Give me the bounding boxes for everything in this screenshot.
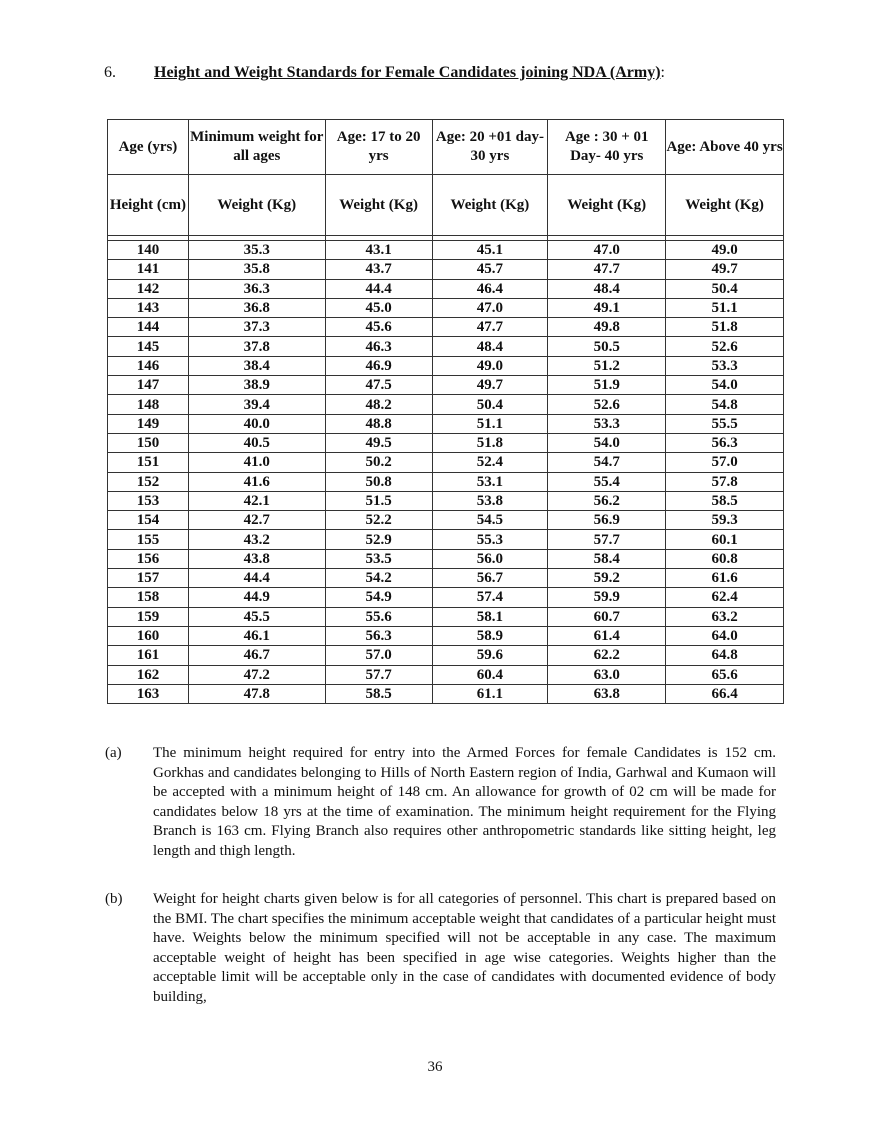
height-cell: 158 [108,588,189,607]
header-cell: Age: 17 to 20 yrs [325,120,432,175]
weight-cell: 46.9 [325,356,432,375]
weight-cell: 47.5 [325,376,432,395]
weight-cell: 46.1 [188,626,325,645]
weight-cell: 57.0 [325,646,432,665]
weight-cell: 60.7 [548,607,666,626]
weight-cell: 43.8 [188,549,325,568]
height-cell: 153 [108,491,189,510]
weight-cell: 42.1 [188,491,325,510]
weight-cell: 63.8 [548,684,666,703]
weight-cell: 50.4 [666,279,784,298]
header-cell: Weight (Kg) [432,175,548,236]
height-cell: 146 [108,356,189,375]
weight-cell: 44.4 [325,279,432,298]
table-row [108,684,784,703]
weight-cell: 45.0 [325,298,432,317]
weight-cell: 43.7 [325,260,432,279]
header-cell: Age: Above 40 yrs [666,120,784,175]
weight-cell: 50.4 [432,395,548,414]
weight-cell: 64.8 [666,646,784,665]
header-cell: Weight (Kg) [325,175,432,236]
header-row-age [108,120,784,175]
table-row [108,491,784,510]
weight-cell: 61.4 [548,626,666,645]
weight-cell: 55.6 [325,607,432,626]
weight-cell: 49.0 [432,356,548,375]
height-cell: 144 [108,318,189,337]
table-row [108,607,784,626]
weight-cell: 51.1 [666,298,784,317]
weight-cell: 60.1 [666,530,784,549]
weight-cell: 42.7 [188,511,325,530]
weight-cell: 52.9 [325,530,432,549]
weight-cell: 49.7 [432,376,548,395]
table-row [108,241,784,260]
header-row-units [108,175,784,236]
header-cell: Weight (Kg) [188,175,325,236]
weight-cell: 41.6 [188,472,325,491]
paragraph-label: (a) [105,745,122,761]
height-cell: 155 [108,530,189,549]
weight-cell: 56.0 [432,549,548,568]
weight-cell: 45.6 [325,318,432,337]
table-row [108,549,784,568]
weight-cell: 45.1 [432,241,548,260]
weight-cell: 55.5 [666,414,784,433]
table-row [108,356,784,375]
table-row [108,646,784,665]
weight-cell: 54.8 [666,395,784,414]
header-cell: Minimum weight for all ages [188,120,325,175]
weight-cell: 36.8 [188,298,325,317]
weight-cell: 61.1 [432,684,548,703]
weight-cell: 40.5 [188,433,325,452]
header-cell: Height (cm) [108,175,189,236]
height-cell: 163 [108,684,189,703]
weight-cell: 57.0 [666,453,784,472]
height-cell: 151 [108,453,189,472]
height-cell: 148 [108,395,189,414]
table-row [108,588,784,607]
weight-cell: 50.8 [325,472,432,491]
weight-cell: 56.9 [548,511,666,530]
weight-cell: 52.6 [548,395,666,414]
table-row [108,472,784,491]
weight-cell: 58.5 [325,684,432,703]
weight-cell: 53.1 [432,472,548,491]
weight-cell: 51.2 [548,356,666,375]
table-row [108,511,784,530]
weight-cell: 53.5 [325,549,432,568]
header-cell: Age : 30 + 01 Day- 40 yrs [548,120,666,175]
weight-cell: 39.4 [188,395,325,414]
section-number: 6. [104,64,116,81]
weight-cell: 54.0 [666,376,784,395]
weight-cell: 63.2 [666,607,784,626]
weight-cell: 60.4 [432,665,548,684]
paragraph-label: (b) [105,891,123,907]
section-heading [104,64,665,82]
weight-cell: 44.4 [188,569,325,588]
table-row [108,260,784,279]
weight-cell: 58.9 [432,626,548,645]
weight-cell: 58.4 [548,549,666,568]
weight-cell: 60.8 [666,549,784,568]
weight-cell: 47.0 [432,298,548,317]
table-row [108,298,784,317]
weight-cell: 44.9 [188,588,325,607]
height-cell: 142 [108,279,189,298]
paragraph-text: Weight for height charts given below is for all categories of personnel. This chart is prepared based on the BMI. The chart specifies the minimum acceptable weight that candidates of a particular height must have. Weights below the minimum specified will not be acceptable in any case. The maximum acceptable weight of height has been specified in age wise categories. Weights higher than the acceptable limit will be acceptable only in the case of candidates with documented evidence of body building, [153,891,776,1005]
table-row [108,395,784,414]
weight-cell: 45.7 [432,260,548,279]
weight-cell: 43.1 [325,241,432,260]
section-title-suffix: : [660,64,665,81]
height-cell: 157 [108,569,189,588]
weight-cell: 56.2 [548,491,666,510]
height-cell: 147 [108,376,189,395]
weight-cell: 51.1 [432,414,548,433]
height-cell: 145 [108,337,189,356]
weight-cell: 46.7 [188,646,325,665]
weight-cell: 64.0 [666,626,784,645]
weight-cell: 49.7 [666,260,784,279]
weight-cell: 38.9 [188,376,325,395]
weight-cell: 61.6 [666,569,784,588]
height-cell: 160 [108,626,189,645]
table-row [108,453,784,472]
header-cell: Weight (Kg) [548,175,666,236]
weight-cell: 37.8 [188,337,325,356]
weight-cell: 62.4 [666,588,784,607]
weight-cell: 35.8 [188,260,325,279]
height-cell: 141 [108,260,189,279]
weight-cell: 45.5 [188,607,325,626]
weight-cell: 56.3 [325,626,432,645]
weight-cell: 50.2 [325,453,432,472]
table-row [108,318,784,337]
weight-cell: 54.9 [325,588,432,607]
weight-cell: 58.5 [666,491,784,510]
weight-cell: 57.8 [666,472,784,491]
weight-cell: 47.7 [432,318,548,337]
weight-cell: 46.4 [432,279,548,298]
weight-cell: 52.4 [432,453,548,472]
height-cell: 156 [108,549,189,568]
weight-cell: 66.4 [666,684,784,703]
table-row [108,376,784,395]
height-weight-table [107,119,784,704]
weight-cell: 52.2 [325,511,432,530]
header-cell: Age: 20 +01 day-30 yrs [432,120,548,175]
paragraph-text: The minimum height required for entry into the Armed Forces for female Candidates is 152 cm. Gorkhas and candidates belonging to Hills of North Eastern region of India, Garhwal and Kumaon will be accepted with a minimum height of 148 cm. An allowance for growth of 02 cm will be made for candidates below 18 yrs at the time of examination. The minimum height requirement for the Flying Branch is 163 cm. Flying Branch also requires other anthropometric standards like sitting height, leg length and thigh length. [153,745,776,859]
weight-cell: 38.4 [188,356,325,375]
weight-cell: 51.9 [548,376,666,395]
table-row [108,530,784,549]
weight-cell: 48.4 [548,279,666,298]
weight-cell: 48.4 [432,337,548,356]
height-cell: 140 [108,241,189,260]
weight-cell: 65.6 [666,665,784,684]
weight-cell: 50.5 [548,337,666,356]
height-cell: 150 [108,433,189,452]
weight-cell: 43.2 [188,530,325,549]
table-row [108,337,784,356]
weight-cell: 57.7 [548,530,666,549]
table-row [108,433,784,452]
weight-cell: 53.8 [432,491,548,510]
table-body [108,241,784,704]
weight-cell: 47.7 [548,260,666,279]
table-row [108,626,784,645]
weight-cell: 49.0 [666,241,784,260]
weight-cell: 37.3 [188,318,325,337]
weight-cell: 59.3 [666,511,784,530]
weight-cell: 55.4 [548,472,666,491]
weight-cell: 49.1 [548,298,666,317]
table-row [108,414,784,433]
height-cell: 161 [108,646,189,665]
weight-cell: 57.4 [432,588,548,607]
weight-cell: 57.7 [325,665,432,684]
weight-cell: 56.7 [432,569,548,588]
weight-cell: 52.6 [666,337,784,356]
weight-cell: 53.3 [548,414,666,433]
weight-cell: 59.2 [548,569,666,588]
weight-cell: 59.9 [548,588,666,607]
height-cell: 143 [108,298,189,317]
height-cell: 162 [108,665,189,684]
weight-cell: 41.0 [188,453,325,472]
weight-cell: 62.2 [548,646,666,665]
weight-cell: 46.3 [325,337,432,356]
weight-cell: 48.2 [325,395,432,414]
section-title: Height and Weight Standards for Female Candidates joining NDA (Army) [154,64,661,81]
weight-cell: 51.8 [432,433,548,452]
weight-cell: 47.0 [548,241,666,260]
height-cell: 159 [108,607,189,626]
weight-cell: 51.8 [666,318,784,337]
weight-cell: 54.5 [432,511,548,530]
weight-cell: 63.0 [548,665,666,684]
weight-cell: 35.3 [188,241,325,260]
page-number: 36 [427,1059,443,1075]
weight-cell: 54.2 [325,569,432,588]
header-cell: Age (yrs) [108,120,189,175]
table-row [108,279,784,298]
weight-cell: 36.3 [188,279,325,298]
weight-cell: 53.3 [666,356,784,375]
height-cell: 152 [108,472,189,491]
header-cell: Weight (Kg) [666,175,784,236]
weight-cell: 54.7 [548,453,666,472]
weight-cell: 49.8 [548,318,666,337]
table-row [108,569,784,588]
weight-cell: 58.1 [432,607,548,626]
height-cell: 149 [108,414,189,433]
weight-cell: 55.3 [432,530,548,549]
weight-cell: 47.8 [188,684,325,703]
weight-cell: 56.3 [666,433,784,452]
weight-cell: 49.5 [325,433,432,452]
weight-cell: 51.5 [325,491,432,510]
weight-cell: 40.0 [188,414,325,433]
height-cell: 154 [108,511,189,530]
weight-cell: 54.0 [548,433,666,452]
weight-cell: 47.2 [188,665,325,684]
table-row [108,665,784,684]
weight-cell: 48.8 [325,414,432,433]
weight-cell: 59.6 [432,646,548,665]
